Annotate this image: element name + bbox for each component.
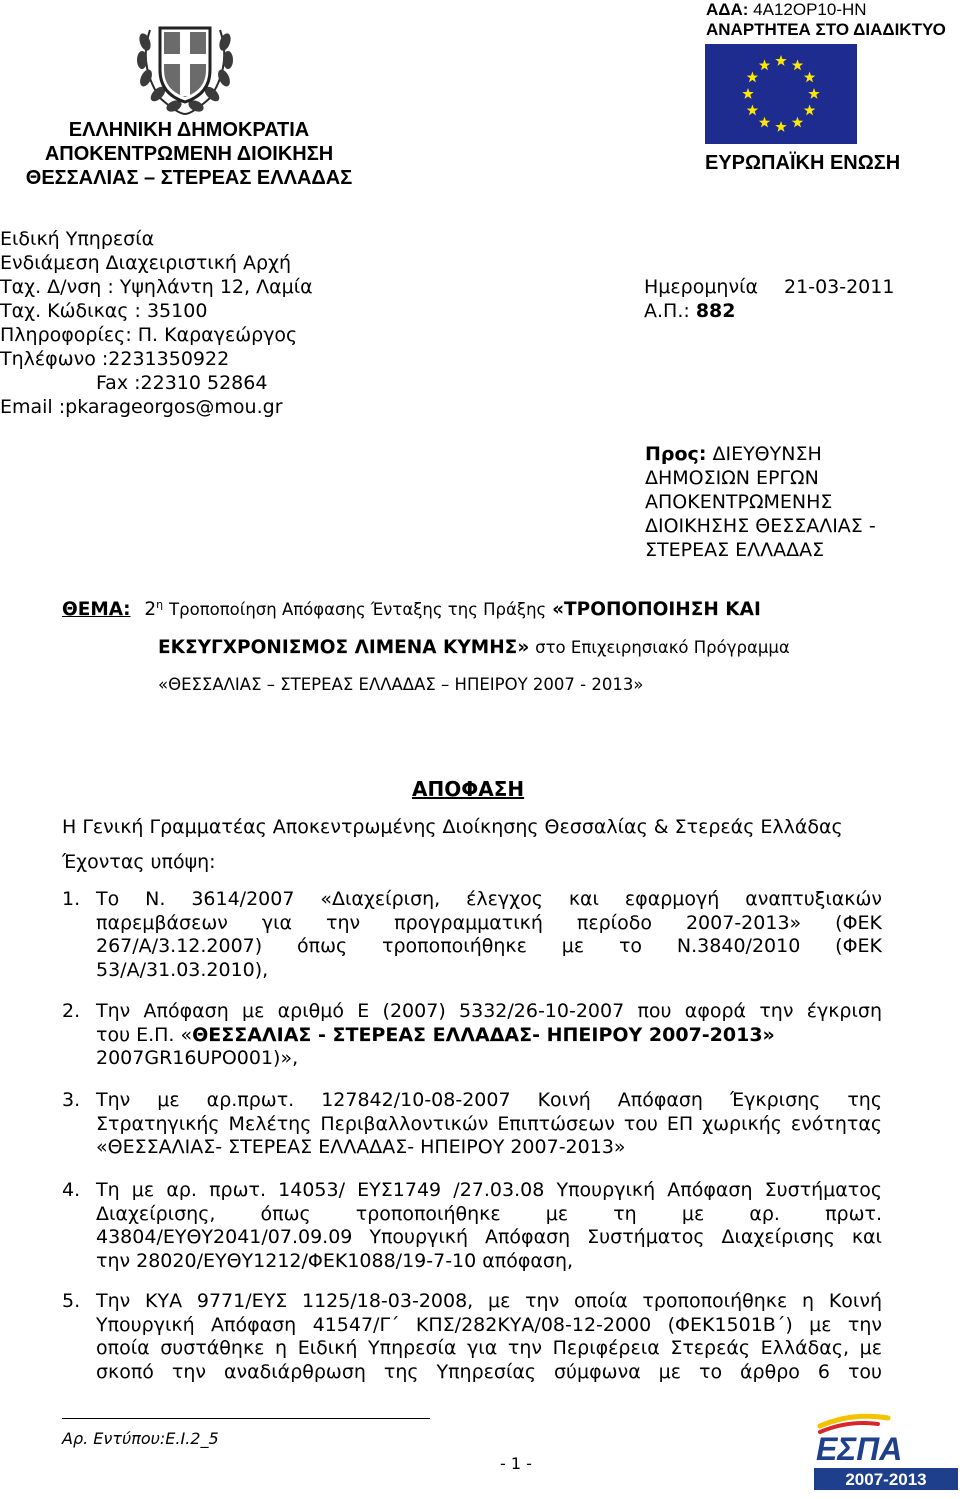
decision-issuer: Η Γενική Γραμματέας Αποκεντρωμένης Διοίκησης Θεσσαλίας & Στερεάς Ελλάδας	[62, 816, 843, 838]
eu-flag	[705, 44, 857, 144]
item-line: Τη με αρ. πρωτ. 14053/ ΕΥΣ1749 /27.03.08 Υπουργική Απόφαση Συστήματος	[96, 1179, 882, 1201]
date-row	[644, 275, 894, 299]
issuer-heading	[0, 118, 378, 190]
subject-text-2: στο Επιχειρησιακό Πρόγραμμα	[535, 638, 790, 657]
sender-authority: Ενδιάμεση Διαχειριστική Αρχή	[0, 252, 292, 274]
subject-text-1: Τροποποίηση Απόφασης Ένταξης της Πράξης	[169, 600, 547, 620]
sender-block	[0, 227, 313, 419]
item-number: 5.	[62, 1290, 81, 1312]
item-line: «ΘΕΣΣΑΛΙΑΣ- ΣΤΕΡΕΑΣ ΕΛΛΑΔΑΣ- ΗΠΕΙΡΟΥ 2007-2013»	[96, 1136, 626, 1158]
item-line: Στρατηγικής Μελέτης Περιβαλλοντικών Επιπτώσεων του ΕΠ χωρικής ενότητας	[96, 1112, 882, 1135]
item-line: την 28020/ΕΥΘΥ1212/ΦΕΚ1088/19-7-10 απόφαση,	[96, 1249, 574, 1272]
item-line: Την Απόφαση με αριθμό Ε (2007) 5332/26-10-2007 που αφορά την έγκριση	[96, 1000, 882, 1022]
issuer-line-3: ΘΕΣΣΑΛΙΑΣ – ΣΤΕΡΕΑΣ ΕΛΛΑΔΑΣ	[25, 167, 353, 189]
item-number: 3.	[62, 1089, 81, 1111]
recipient-block	[645, 442, 876, 562]
list-item	[62, 1290, 882, 1384]
item-line: Το Ν. 3614/2007 «Διαχείριση, έλεγχος και εφαρμογή αναπτυξιακών	[96, 888, 882, 910]
list-item	[62, 1000, 882, 1071]
item-line: 2007GR16UPO001)»,	[96, 1047, 299, 1069]
sender-phone: Τηλέφωνο :2231350922	[0, 348, 230, 370]
item-line: σκοπό την αναδιάρθρωση της Υπηρεσίας σύμφωνα με το άρθρο 6 του	[96, 1360, 882, 1383]
decision-title: ΑΠΟΦΑΣΗ	[412, 777, 525, 801]
item-line: Την ΚΥΑ 9771/ΕΥΣ 1125/18-03-2008, με την οποία τροποποιήθηκε η Κοινή	[96, 1290, 882, 1312]
item-line: 43804/ΕΥΘΥ2041/07.09.09 Υπουργική Απόφαση Συστήματος Διαχείρισης και	[96, 1226, 882, 1248]
subject-line-3: «ΘΕΣΣΑΛΙΑΣ – ΣΤΕΡΕΑΣ ΕΛΛΑΔΑΣ – ΗΠΕΙΡΟΥ 2007 - 2013»	[158, 675, 644, 694]
subject-line-2	[158, 637, 790, 658]
espa-years: 2007-2013	[845, 1470, 927, 1489]
subject-label: ΘΕΜΑ:	[62, 599, 131, 621]
eu-label: ΕΥΡΩΠΑΪΚΗ ΕΝΩΣΗ	[705, 152, 901, 174]
item-line: Υπουργική Απόφαση 41547/Γ΄ ΚΠΣ/282ΚΥΑ/08-12-2000 (ΦΕΚ1501Β΄) με την	[96, 1313, 882, 1336]
ada-block	[706, 0, 946, 40]
publish-note: ΑΝΑΡΤΗΤΕΑ ΣΤΟ ΔΙΑΔΙΚΤΥΟ	[706, 20, 946, 39]
item-number: 1.	[62, 888, 81, 910]
sender-postcode: Ταχ. Κώδικας : 35100	[0, 300, 208, 322]
list-item	[62, 1179, 882, 1273]
recipient-line-4: ΔΙΟΙΚΗΣΗΣ ΘΕΣΣΑΛΙΑΣ -	[645, 515, 876, 537]
item-line-bold: ΘΕΣΣΑΛΙΑΣ - ΣΤΕΡΕΑΣ ΕΛΛΑΔΑΣ- ΗΠΕΙΡΟΥ 2007-2013»	[192, 1023, 775, 1046]
form-number: Αρ. Εντύπου:Ε.Ι.2_5	[62, 1429, 219, 1448]
subject-title-1: «ΤΡΟΠΟΠΟΙΗΣΗ ΚΑΙ	[552, 599, 761, 621]
protocol-row	[644, 299, 735, 323]
sender-address: Ταχ. Δ/νση : Υψηλάντη 12, Λαμία	[0, 276, 313, 298]
recipient-label: Προς:	[645, 443, 707, 465]
recipient-line-5: ΣΤΕΡΕΑΣ ΕΛΛΑΔΑΣ	[645, 539, 825, 561]
espa-logo	[812, 1410, 960, 1494]
sender-info: Πληροφορίες: Π. Καραγεώργος	[0, 324, 298, 346]
item-line-prefix: του Ε.Π. «	[96, 1023, 193, 1046]
sender-email: Email :pkarageorgos@mou.gr	[0, 396, 283, 418]
ada-value: 4Α12ΟΡ10-ΗΝ	[753, 0, 867, 19]
recipient-line-1: ΔΙΕΥΘΥΝΣΗ	[712, 443, 822, 465]
sender-service: Ειδική Υπηρεσία	[0, 228, 155, 250]
subject-line-1	[62, 598, 761, 620]
item-number: 2.	[62, 1000, 81, 1022]
sender-fax: Fax :22310 52864	[96, 372, 268, 394]
recipient-line-3: ΑΠΟΚΕΝΤΡΩΜΕΝΗΣ	[645, 491, 833, 513]
item-line: 267/Α/3.12.2007) όπως τροποποιήθηκε με το Ν.3840/2010 (ΦΕΚ	[96, 935, 882, 957]
subject-num: 2	[144, 599, 157, 621]
item-line: Την με αρ.πρωτ. 127842/10-08-2007 Κοινή Απόφαση Έγκρισης της	[96, 1089, 882, 1111]
item-line: Διαχείρισης, όπως τροποποιήθηκε με τη με αρ. πρωτ.	[96, 1202, 882, 1225]
item-line: παρεμβάσεων για την προγραμματική περίοδο 2007-2013» (ΦΕΚ	[96, 911, 882, 934]
considering-label: Έχοντας υπόψη:	[62, 851, 216, 873]
item-line: οποία συστάθηκε η Ειδική Υπηρεσία για την Περιφέρεια Στερεάς Ελλάδας, με	[96, 1337, 882, 1359]
protocol-value: 882	[695, 300, 736, 322]
item-number: 4.	[62, 1179, 81, 1201]
issuer-line-1: ΕΛΛΗΝΙΚΗ ΔΗΜΟΚΡΑΤΙΑ	[68, 119, 310, 141]
subject-sup: η	[156, 598, 164, 611]
ada-label: ΑΔΑ:	[706, 0, 749, 19]
espa-text: ΕΣΠΑ	[816, 1431, 903, 1467]
issuer-line-2: ΑΠΟΚΕΝΤΡΩΜΕΝΗ ΔΙΟΙΚΗΣΗ	[44, 143, 334, 165]
date-label: Ημερομηνία	[644, 276, 759, 298]
item-line: 53/Α/31.03.2010),	[96, 958, 269, 981]
page-number: - 1 -	[500, 1454, 532, 1473]
recipient-line-2: ΔΗΜΟΣΙΩΝ ΕΡΓΩΝ	[645, 467, 819, 489]
protocol-label: Α.Π.:	[644, 300, 690, 322]
list-item	[62, 1089, 882, 1160]
date-value: 21-03-2011	[784, 276, 895, 298]
subject-title-2: ΕΚΣΥΓΧΡΟΝΙΣΜΟΣ ΛΙΜΕΝΑ ΚΥΜΗΣ»	[158, 637, 530, 658]
greek-coat-of-arms	[130, 10, 240, 118]
list-item	[62, 888, 882, 982]
footer-rule	[62, 1418, 430, 1419]
